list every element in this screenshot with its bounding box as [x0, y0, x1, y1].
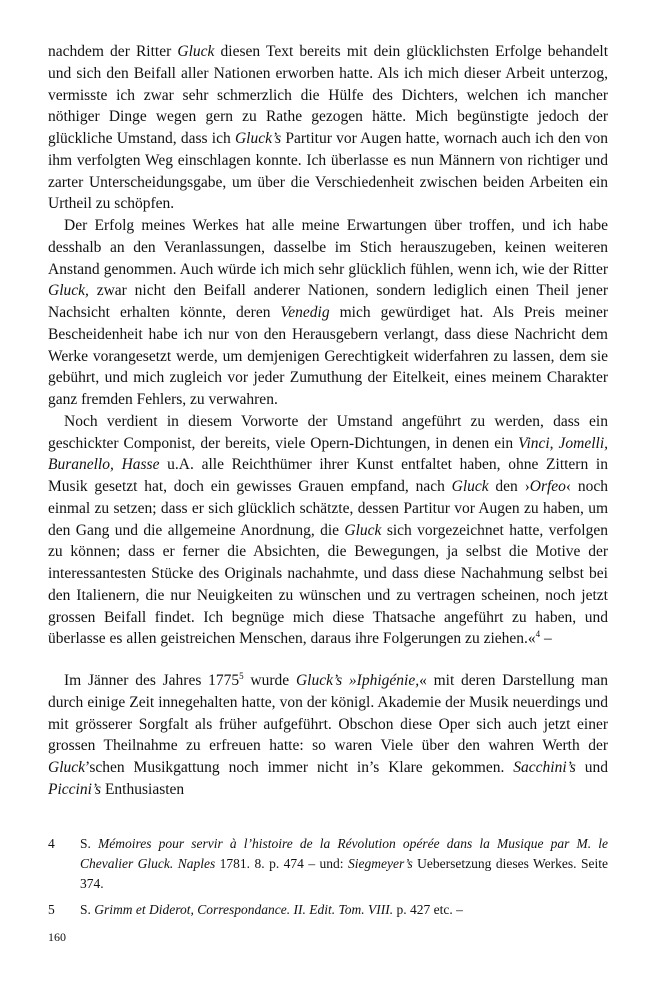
footnote-number: 4: [48, 836, 55, 851]
italic-text: Siegmeyer’s: [347, 856, 413, 871]
text-run: mich gewürdiget hat. Als Preis meiner Bescheidenheit habe ich nur von den Herausgebern verlangt, dass diese Nachricht dem Werke vorangesetzt werde, um demjenigen Gerechtigkeit widerfahren zu lassen, dem sie gebührt, und mich zugleich vor jeder Zumuthung der Eitelkeit, eines meinem Charakter ganz fremden Fehlers, zu verwahren.: [48, 304, 608, 408]
text-run: zwar nicht den Beifall anderer Nationen, sondern lediglich einen Theil jener Nachsicht erhalten könnte, deren: [48, 282, 608, 321]
text-run: S.: [80, 902, 95, 917]
footnote-ref: 5: [239, 671, 244, 681]
italic-text: Venedig: [280, 304, 330, 321]
text-run: S.: [80, 836, 99, 851]
text-run: diesen Text bereits mit dein glücklichsten Erfolge behandelt und sich den Beifall aller Nationen erworben hatte. Als ich mich dieser Arbeit unterzog, vermisste ich zwar sehr schmerzlich die Hülfe des Dichters, welchen ich mancher nöthiger Dinge wegen gern zu Rathe gezogen hätte. Mich begünstigte jedoch der glückliche Umstand, dass ich: [48, 43, 609, 147]
footnote-4: [48, 834, 608, 894]
text-run: u.A. alle Reichthümer ihrer Kunst entfaltet haben, ohne Zittern in Musik gesetzt hat, doch ein gewisses Grauen empfand, nach: [48, 456, 608, 495]
text-run: ’schen Musikgattung noch immer nicht in’s Klare gekommen.: [85, 759, 514, 776]
italic-text: Gluck,: [48, 282, 89, 300]
text-run: Noch verdient in diesem Vorworte der Umstand angeführt zu werden, dass ein geschickter Componist, der bereits, viele Opern-Dichtungen, in denen ein: [48, 412, 608, 452]
paragraph-continuation: [48, 41, 608, 215]
italic-text: Gluck’s »Iphigénie,: [295, 672, 420, 689]
italic-text: Orfeo: [529, 478, 566, 495]
text-run: –: [540, 630, 552, 648]
italic-text: Mémoires pour servir à l’histoire de la Révolution opérée dans la Musique par M. le Chevalier Gluck. Naples: [80, 836, 608, 871]
text-run: wurde: [243, 672, 296, 689]
page-body: [48, 41, 608, 801]
text-run: den ›: [488, 478, 530, 495]
text-run: 1781. 8. p. 474 – und:: [215, 856, 348, 871]
text-run: Partitur vor Augen hatte, wornach auch ich den von ihm verfolgten Weg einschlagen konnte. Ich überlasse es nun Männern von richtiger und zarter Unterscheidungsgabe, um über die Verschiedenheit zwischen beiden Arbeiten ein Urtheil zu schöpfen.: [48, 130, 608, 213]
text-run: Der Erfolg meines Werkes hat alle meine Erwartungen über troffen, und ich habe desshalb an den Veranlassungen, dasselbe im Stich herauszugeben, keinen weiteren Anstand genommen. Auch würde ich mich sehr glücklich fühlen, wenn ich, wie der Ritter: [48, 217, 608, 278]
text-run: Im Jänner des Jahres 1775: [64, 672, 240, 689]
italic-text: Gluck: [344, 521, 382, 539]
italic-text: Gluck: [48, 759, 86, 776]
text-run: nachdem der Ritter: [48, 43, 178, 60]
text-run: sich vorgezeichnet hatte, verfolgen zu können; dass er ferner die Absichten, die Bewegungen, ja selbst die Motive der interessantesten Stücke des Originals nachahmte, und dass diese Nachahmung selbst bei den Italienern, die nur Neuigkeiten zu wünschen und zu vertragen scheinen, noch jetzt grossen Beifall findet. Ich begnüge mich diese Thatsache angeführt zu haben, und überlasse es allen geistreichen Menschen, daraus ihre Folgerungen zu ziehen.«: [48, 521, 608, 648]
text-run: « mit deren Darstellung man durch einige Zeit innegehalten hatte, von der königl. Akademie der Musik neuerdings und mit grösserer Sorgfalt als früher aufgeführt. Obschon diese Oper sich auch jetzt einer grossen Theilnahme zu erfreuen hatte: so waren Viele über den wahren Werth der: [48, 672, 608, 755]
page-number: 160: [48, 930, 66, 944]
italic-text: Gluck: [451, 478, 489, 495]
italic-text: Piccini’s: [48, 780, 102, 798]
paragraph-iphigenie: [48, 670, 608, 801]
text-run: und: [575, 759, 608, 776]
footnote-ref: 4: [535, 629, 541, 640]
section-gap: [48, 650, 608, 670]
footnote-text: [80, 900, 608, 920]
italic-text: Sacchini’s: [513, 759, 576, 776]
footnotes: [48, 834, 608, 926]
footnote-text: [80, 834, 608, 894]
text-run: Uebersetzung dieses Werkes. Seite 374.: [80, 856, 608, 891]
footnote-number: 5: [48, 902, 55, 917]
text-run: Enthusiasten: [101, 780, 185, 798]
text-run: ‹ noch einmal zu setzen; dass er sich glücklich schätzte, dessen Partitur vor Augen zu haben, um den Gang und die allgemeine Anordnung, die: [48, 478, 608, 539]
text-run: p. 427 etc. –: [393, 902, 463, 917]
italic-text: Vinci, Jomelli, Buranello, Hasse: [48, 434, 608, 474]
paragraph-erfolg: [48, 215, 608, 411]
paragraph-vorworte: [48, 411, 608, 650]
italic-text: Grimm et Diderot, Correspondance. II. Edit. Tom. VIII.: [94, 902, 394, 917]
italic-text: Gluck: [177, 43, 215, 60]
footnote-5: [48, 900, 608, 920]
italic-text: Gluck’s: [234, 130, 282, 147]
